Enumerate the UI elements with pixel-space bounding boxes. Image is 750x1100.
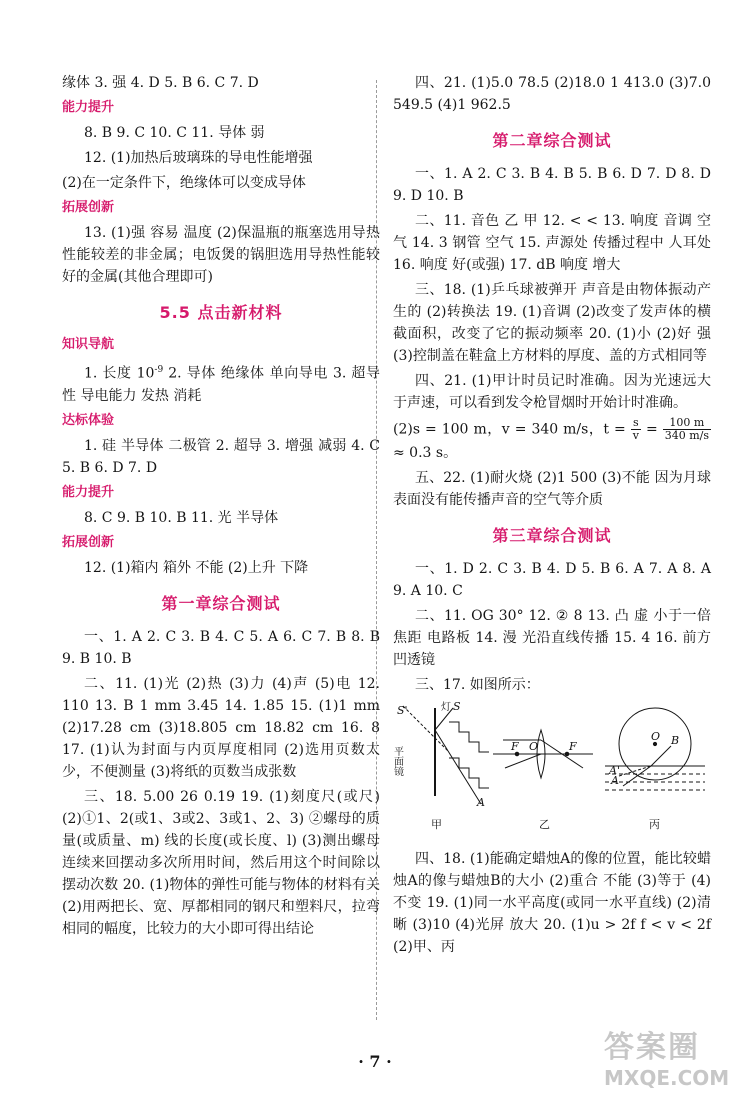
watermark-text: 答案圈 [604,1030,700,1065]
answer-line: 二、11. 音色 乙 甲 12. < < 13. 响度 音调 空气 14. 3 钢管 空气 15. 声源处 传播过程中 人耳处 16. 响度 好(或强) 17. dB 响度 增大 [393,213,711,273]
label-o-sphere: O [651,730,661,743]
answer-line: 12. (1)箱内 箱外 不能 (2)上升 下降 [84,559,309,576]
caption-jia: 甲 [431,818,442,831]
answer-line: (2)在一定条件下，绝缘体可以变成导体 [62,175,306,191]
answer-line: 二、11. (1)光 (2)热 (3)力 (4)声 (5)电 12. 110 13. B 1 mm 3.45 14. 1.85 15. (1)1 mm (2)17.28 cm (3)18.805 cm 18.82 cm 16. 8 17. (1)认为封面与内页厚度相同 (2)选用页数太少，不便测量 (3)将纸的页数当成张数 [62,675,380,780]
answer-line: 12. (1)加热后玻璃珠的导电性能增强 [84,150,313,166]
answer-line: 三、18. 5.00 26 0.19 19. (1)刻度尺(或尺) (2)①1、2(或1、3或2、3或1、2、3) ②螺母的质量(或质量、m) 线的长度(或长度、l) (3)测出螺母连续来回摆动多次所用时间，然后用这个时间除以摆动次数 20. (1)物体的弹性可能与物体的材料有关 (2)用两把长、宽、厚都相同的钢尺和塑料尺，拉弯相同的幅度，比较力的大小即可得出结论 [62,788,380,937]
figure-plane-mirror [403,706,489,804]
label-a-image: A' [609,764,620,777]
section-label: 拓展创新 [62,534,115,550]
label-a: A [477,796,485,809]
figure-lens [493,730,593,778]
answer-line: 8. C 9. B 10. B 11. 光 半导体 [84,509,279,526]
answer-line: 四、18. (1)能确定蜡烛A的像的位置，能比较蜡烛A的像与蜡烛B的大小 (2)重合 不能 (3)等于 (4)不变 19. (1)同一水平高度(或同一水平直线) (2)清晰 (3)10 (4)光屏 放大 20. (1)u > 2f f < v < 2f (2)甲、丙 [393,851,711,955]
staircase-top [449,722,489,752]
section-label: 能力提升 [62,100,115,115]
answer-line: 8. B 9. C 10. C 11. 导体 弱 [84,125,265,141]
fraction: $\frac{100 m}{340 m/s}$ [664,416,709,442]
label-f-right: F [569,740,577,753]
label-mirror: 平面镜 [391,746,403,776]
section-label: 知识导航 [62,337,115,352]
section-label: 达标体验 [62,412,115,428]
section-title: 第一章综合测试 [161,593,281,613]
label-lamp: 灯 [441,702,451,713]
answer-line: 三、17. 如图所示： [415,677,540,693]
answer-line: 四、21. (1)甲计时员记时准确。因为光速远大于声速，可以看到发令枪冒烟时开始计时准确。 [393,373,711,411]
optics-figures [393,700,711,842]
focal-ray [505,754,541,768]
caption-yi: 乙 [539,818,550,831]
answer-line: 一、1. A 2. C 3. B 4. B 5. B 6. D 7. D 8. D 9. D 10. B [393,166,711,204]
fraction: $\frac{s}{v}$ [632,416,639,442]
exponent: -9 [154,365,164,375]
answer-line: 四、21. (1)5.0 78.5 (2)18.0 1 413.0 (3)7.0 549.5 (4)1 962.5 [393,75,711,113]
figure-refraction [605,708,705,790]
label-o-lens: O [529,740,539,753]
answer-line: 缘体 3. 强 4. D 5. B 6. C 7. D [62,75,259,91]
watermark-url: MXQE.COM [604,1066,730,1090]
answer-line: 五、22. (1)耐火烧 (2)1 500 (3)不能 因为月球表面没有能传播声音的空气等介质 [393,470,711,508]
right-column [393,72,711,961]
emergent-ray [651,746,671,766]
answer-line: 三、18. (1)乒乓球被弹开 声音是由物体振动产生的 (2)转换法 19. (1)音调 (2)改变了发声体的横截面积，改变了它的振动频率 20. (1)小 (2)好 强 (3)控制盖在鞋盒上方材料的厚度、盖的方式相同等 [393,282,711,364]
refracted-ray [623,766,651,786]
left-column [62,72,380,943]
label-b: B [671,734,680,747]
section-label: 拓展创新 [62,200,115,215]
section-title: 第二章综合测试 [492,131,612,150]
optics-diagram [393,700,711,842]
section-title: 5.5 点击新材料 [159,303,283,322]
section-label: 能力提升 [62,484,115,500]
page-number: · 7 · [358,1052,392,1071]
watermark [604,1022,744,1094]
answer-line: 一、1. D 2. C 3. B 4. D 5. B 6. A 7. A 8. A 9. A 10. C [393,561,711,599]
answer-line: 二、11. OG 30° 12. ② 8 13. 凸 虚 小于一倍焦距 电路板 14. 漫 光沿直线传播 15. 4 16. 前方 凹透镜 [393,608,711,668]
answer-line: 一、1. A 2. C 3. B 4. C 5. A 6. C 7. B 8. B 9. B 10. B [62,628,380,667]
label-s: S [453,700,461,713]
reflected-ray [435,730,481,804]
label-f-left: F [511,740,519,753]
answer-line: 13. (1)强 容易 温度 (2)保温瓶的瓶塞选用导热性能较差的非金属；电饭煲的锅胆选用导热性能较好的金属(其他合理即可) [62,225,380,285]
label-s-prime: S' [397,704,408,717]
section-title: 第三章综合测试 [492,526,612,545]
answer-line: 1. 硅 半导体 二极管 2. 超导 3. 增强 减弱 4. C 5. B 6. D 7. D [62,437,380,476]
caption-bing: 丙 [649,818,660,831]
answer-line: 1. 长度 $10^{-9}$ 2. 导体 绝缘体 单向导电 3. 超导性 导电能力 发热 消耗 [62,365,380,404]
label-a-real: A [611,774,619,787]
formula-line: (2)s = 100 m，v = 340 m/s，t = $\frac{s}{v}$ = $\frac{100 m}{340 m/s}$ ≈ 0.3 s。 [393,416,709,461]
